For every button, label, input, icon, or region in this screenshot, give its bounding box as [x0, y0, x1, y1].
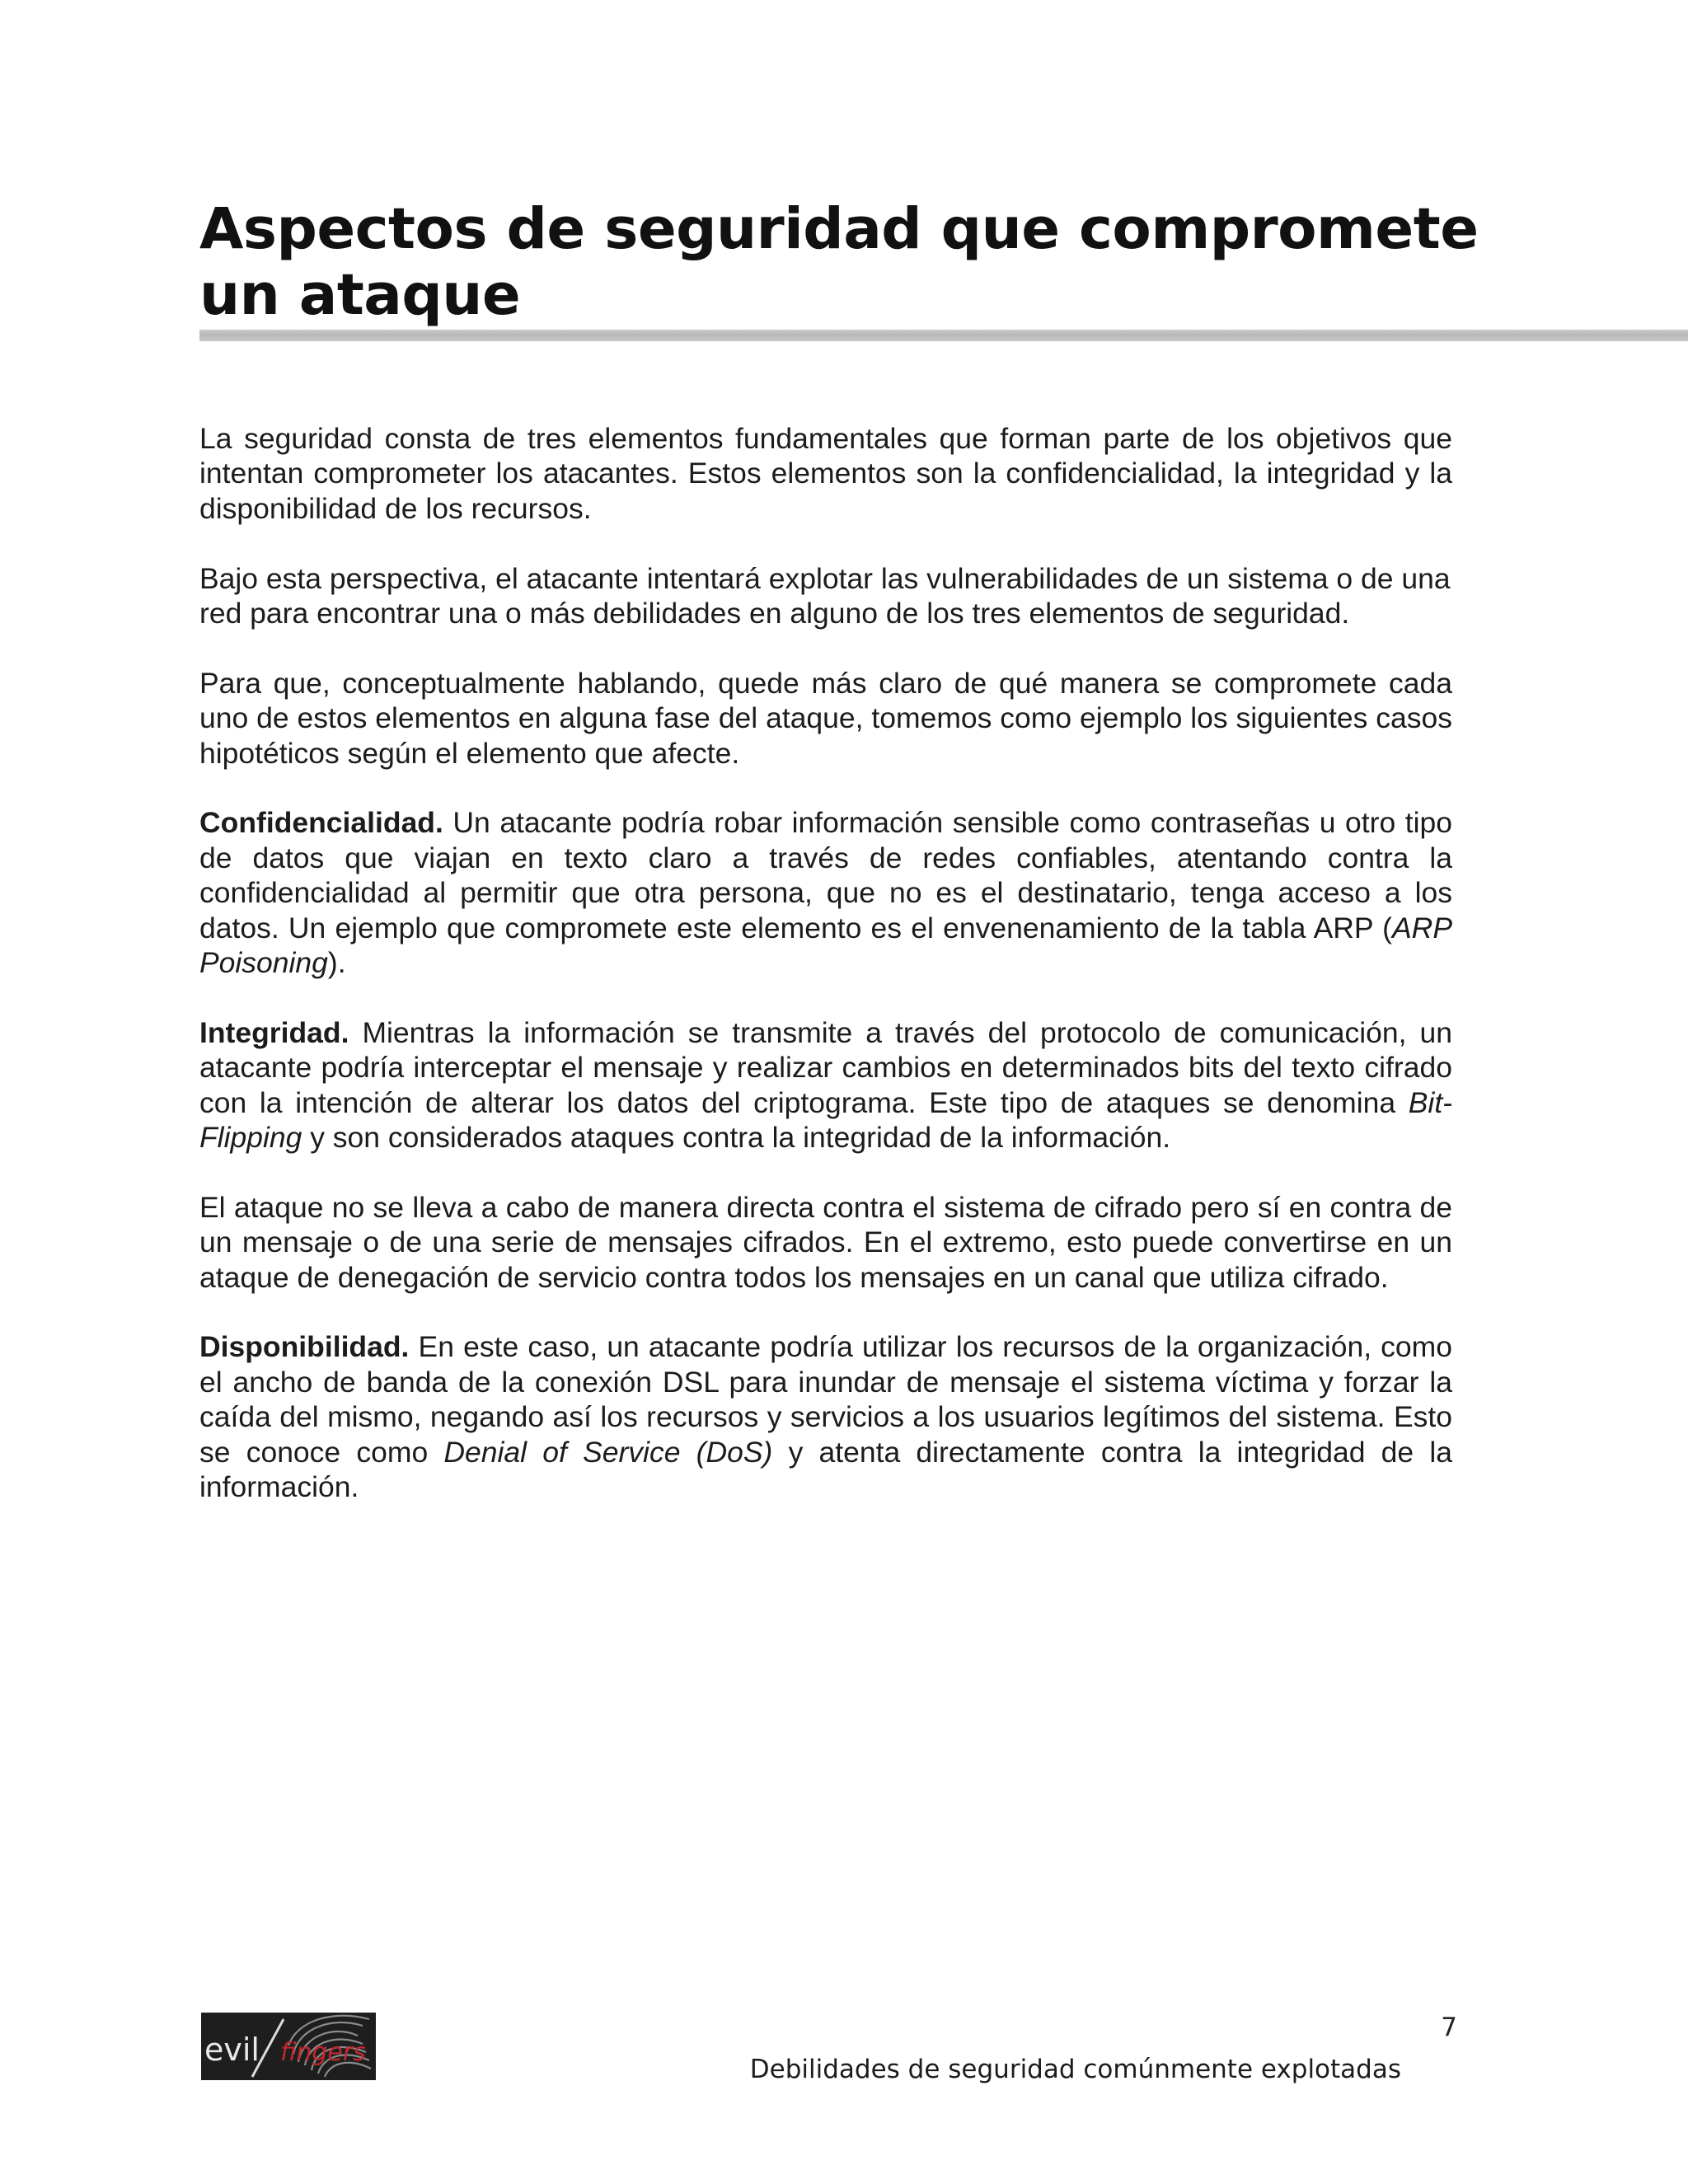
paragraph-text: Mientras la información se transmite a través del protocolo de comunicación, un atacante podría interceptar el mensaje y realizar cambios en determinados bits del texto cifrado con la intención de alterar los datos del criptograma. Este tipo de ataques se denomina [199, 1015, 1452, 1119]
term-bit-flipping: Bit-Flipping [199, 1085, 1452, 1155]
body-text [199, 421, 1452, 1540]
paragraph-perspective: Bajo esta perspectiva, el atacante intentará explotar las vulnerabilidades de un sistema o de una red para encontrar una o más debilidades en alguno de los tres elementos de seguridad. [199, 561, 1451, 630]
footer-book-title: Debilidades de seguridad comúnmente explotadas [749, 2055, 1401, 2084]
paragraph-text: Un atacante podría robar información sensible como contraseñas u otro tipo de datos que viajan en texto claro a través de redes confiables, atentando contra la confidencialidad al permitir que otra persona, que no es el destinatario, tenga acceso a los datos. Un ejemplo que compromete este elemento es el envenenamiento de la tabla ARP ( [199, 806, 1452, 944]
paragraph-integridad [199, 1015, 1452, 1155]
paragraph-intro: La seguridad consta de tres elementos fundamentales que forman parte de los objetivos que intentan comprometer los atacantes. Estos elementos son la confidencialidad, la integridad y la disponibilidad de los recursos. [199, 422, 1452, 525]
logo-text-fingers: fingers [280, 2038, 366, 2067]
term-arp-poisoning: ARP Poisoning [199, 911, 1452, 980]
title-divider [199, 330, 1688, 341]
paragraph-cifrado: El ataque no se lleva a cabo de manera directa contra el sistema de cifrado pero sí en contra de un mensaje o de una serie de mensajes cifrados. En el extremo, esto puede convertirse en un ataque de denegación de servicio contra todos los mensajes en un canal que utiliza cifrado. [199, 1190, 1452, 1294]
term-dos: Denial of Service (DoS) [443, 1435, 773, 1469]
term-confidencialidad: Confidencialidad. [199, 806, 443, 840]
logo-text-evil: evil [204, 2032, 260, 2068]
paragraph-text: En este caso, un atacante podría utilizar los recursos de la organización, como el ancho de banda de la conexión DSL para inundar de mensaje el sistema víctima y forzar la caída del mismo, negando así los recursos y servicios a los usuarios legítimos del sistema. Esto se conoce como [199, 1330, 1452, 1469]
term-integridad: Integridad. [199, 1015, 349, 1049]
paragraph-disponibilidad [199, 1329, 1452, 1504]
paragraph-text: y son considerados ataques contra la integridad de la información. [302, 1121, 1171, 1155]
paragraph-confidencialidad [199, 805, 1452, 980]
paragraph-examples: Para que, conceptualmente hablando, quede más claro de qué manera se compromete cada uno de estos elementos en alguna fase del ataque, tomemos como ejemplo los siguientes casos hipotéticos según el elemento que afecte. [199, 666, 1452, 770]
page-title: Aspectos de seguridad que compromete un ataque [199, 196, 1479, 328]
evil-fingers-logo [201, 2013, 376, 2080]
page-number: 7 [1441, 2013, 1457, 2042]
paragraph-text: ). [327, 946, 346, 980]
term-disponibilidad: Disponibilidad. [199, 1330, 410, 1364]
fingerprint-icon [201, 2013, 376, 2080]
paragraph-text: y atenta directamente contra la integridad de la información. [199, 1435, 1453, 1504]
